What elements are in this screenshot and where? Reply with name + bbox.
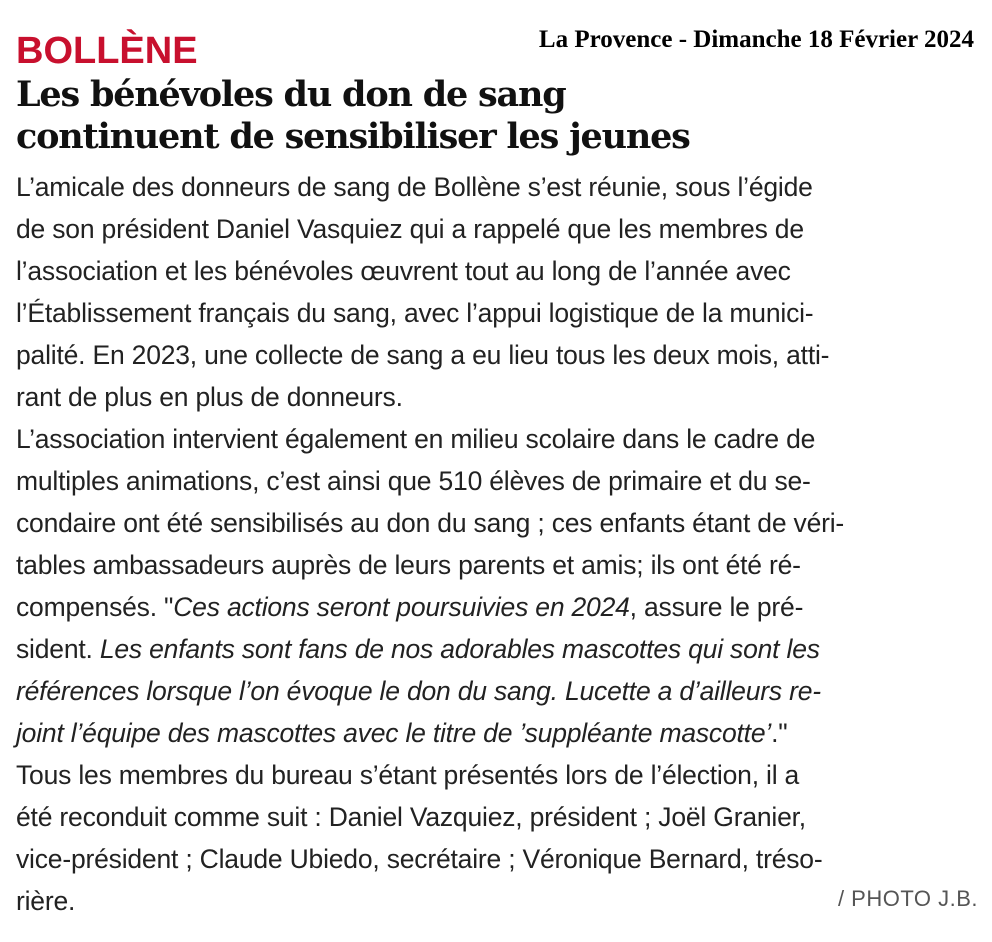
body-line <box>16 334 982 376</box>
body-text: L’association intervient également en milieu scolaire dans le cadre de <box>16 424 816 454</box>
body-text: rant de plus en plus de donneurs. <box>16 382 403 412</box>
body-text: multiples animations, c’est ainsi que 510 élèves de primaire et du se- <box>16 466 811 496</box>
headline-line-2: continuent de sensibiliser les jeunes <box>16 116 690 157</box>
body-text: tables ambassadeurs auprès de leurs parents et amis; ils ont été ré- <box>16 550 801 580</box>
body-line <box>16 670 982 712</box>
body-line <box>16 628 982 670</box>
article-body <box>16 166 982 922</box>
body-line <box>16 418 982 460</box>
body-text: palité. En 2023, une collecte de sang a eu lieu tous les deux mois, atti- <box>16 340 830 370</box>
body-line <box>16 502 982 544</box>
newspaper-masthead: La Provence - Dimanche 18 Février 2024 <box>538 26 974 53</box>
body-text: l’association et les bénévoles œuvrent tout au long de l’année avec <box>16 256 791 286</box>
body-line <box>16 586 982 628</box>
body-text: L’amicale des donneurs de sang de Bollène s’est réunie, sous l’égide <box>16 172 813 202</box>
body-line <box>16 460 982 502</box>
body-text: condaire ont été sensibilisés au don du sang ; ces enfants étant de véri- <box>16 508 845 538</box>
body-line <box>16 796 982 838</box>
body-line <box>16 376 982 418</box>
quote-text: Les enfants sont fans de nos adorables mascottes qui sont les <box>99 634 820 664</box>
body-line <box>16 544 982 586</box>
body-text: , assure le pré- <box>629 592 804 622</box>
quote-text: références lorsque l’on évoque le don du sang. Lucette a d’ailleurs re- <box>16 676 821 706</box>
photo-credit: / PHOTO J.B. <box>837 886 978 911</box>
body-text: de son président Daniel Vasquiez qui a rappelé que les membres de <box>16 214 804 244</box>
headline-line-1: Les bénévoles du don de sang <box>16 74 566 115</box>
body-line <box>16 250 982 292</box>
body-text: l’Établissement français du sang, avec l’appui logistique de la munici- <box>16 298 814 328</box>
body-text: compensés. " <box>16 592 174 622</box>
body-line <box>16 208 982 250</box>
body-line <box>16 838 982 880</box>
article-headline <box>16 74 976 158</box>
quote-text: joint l’équipe des mascottes avec le titre de ’suppléante mascotte’ <box>16 718 772 748</box>
section-kicker: BOLLÈNE <box>16 30 198 72</box>
body-line <box>16 166 982 208</box>
body-line <box>16 292 982 334</box>
body-text: Tous les membres du bureau s’étant présentés lors de l’élection, il a <box>16 760 800 790</box>
quote-text: Ces actions seront poursuivies en 2024 <box>173 592 630 622</box>
body-text: été reconduit comme suit : Daniel Vazquiez, président ; Joël Granier, <box>16 802 806 832</box>
body-text: sident. <box>16 634 100 664</box>
body-text: ." <box>771 718 788 748</box>
body-line <box>16 754 982 796</box>
body-text: rière. <box>16 886 76 916</box>
body-text: vice-président ; Claude Ubiedo, secrétaire ; Véronique Bernard, tréso- <box>16 844 823 874</box>
body-line <box>16 712 982 754</box>
